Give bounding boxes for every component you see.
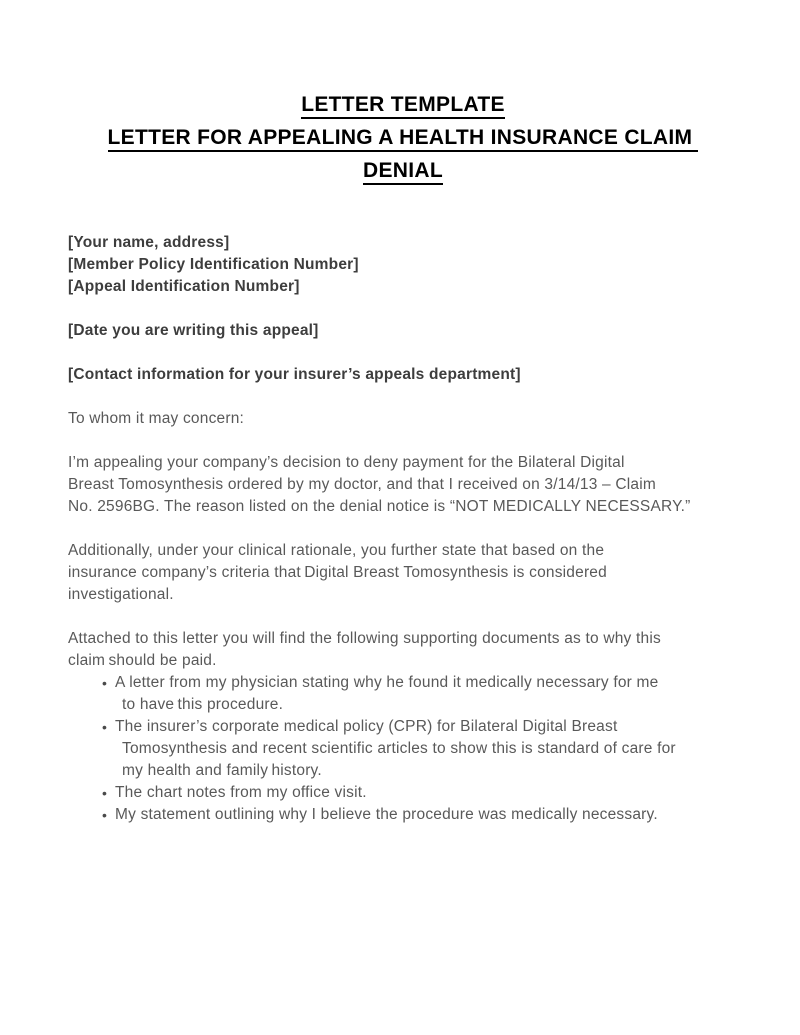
bullet-text — [115, 782, 738, 804]
salutation: To whom it may concern: — [68, 410, 245, 427]
bullet-icon: • — [102, 785, 107, 801]
address-line-appeal-id: [Appeal Identification Number] — [68, 278, 300, 295]
bullet-line: My statement outlining why I believe the procedure was medically necessary. — [115, 806, 658, 823]
title-line-3-text: DENIAL — [363, 159, 443, 185]
title-line-2-text: LETTER FOR APPEALING A HEALTH INSURANCE CLAIM — [108, 126, 699, 152]
contact-block — [68, 364, 738, 386]
list-item-medical-policy — [68, 716, 738, 782]
address-line-member-policy: [Member Policy Identification Number] — [68, 256, 359, 273]
bullet-text — [115, 804, 738, 826]
list-item-physician-letter — [68, 672, 738, 716]
bullet-text — [115, 672, 738, 716]
paragraph-attachments-line-2: claim should be paid. — [68, 652, 217, 669]
contact-line: [Contact information for your insurer’s appeals department] — [68, 366, 521, 383]
title-line-1 — [68, 88, 738, 121]
bullet-icon: • — [102, 807, 107, 823]
paragraph-appeal-line-1: I’m appealing your company’s decision to deny payment for the Bilateral Digital — [68, 454, 625, 471]
paragraph-attachments — [68, 628, 738, 672]
title-line-2 — [68, 121, 738, 154]
bullet-line: my health and family history. — [122, 762, 322, 779]
address-line-name: [Your name, address] — [68, 234, 230, 251]
supporting-documents-list — [68, 672, 738, 826]
paragraph-appeal-line-3: No. 2596BG. The reason listed on the denial notice is “NOT MEDICALLY NECESSARY.” — [68, 498, 691, 515]
bullet-icon: • — [102, 675, 107, 691]
list-item-chart-notes — [68, 782, 738, 804]
bullet-line: The chart notes from my office visit. — [115, 784, 367, 801]
bullet-line: A letter from my physician stating why he found it medically necessary for me — [115, 674, 659, 691]
letter-title — [68, 88, 738, 187]
date-line: [Date you are writing this appeal] — [68, 322, 319, 339]
title-line-1-text: LETTER TEMPLATE — [301, 93, 505, 119]
paragraph-rationale-line-2: insurance company’s criteria that Digital Breast Tomosynthesis is considered — [68, 564, 607, 581]
date-block — [68, 320, 738, 342]
bullet-text — [115, 716, 738, 782]
bullet-line: Tomosynthesis and recent scientific articles to show this is standard of care for — [122, 740, 676, 757]
paragraph-appeal-line-2: Breast Tomosynthesis ordered by my doctor, and that I received on 3/14/13 – Claim — [68, 476, 656, 493]
paragraph-rationale — [68, 540, 738, 606]
bullet-line: The insurer’s corporate medical policy (CPR) for Bilateral Digital Breast — [115, 718, 618, 735]
paragraph-rationale-line-1: Additionally, under your clinical rationale, you further state that based on the — [68, 542, 605, 559]
paragraph-attachments-line-1: Attached to this letter you will find the following supporting documents as to why this — [68, 630, 661, 647]
salutation-block — [68, 408, 738, 430]
title-line-3 — [68, 154, 738, 187]
paragraph-appeal — [68, 452, 738, 518]
address-block — [68, 232, 738, 298]
list-item-statement — [68, 804, 738, 826]
bullet-icon: • — [102, 719, 107, 735]
bullet-line: to have this procedure. — [122, 696, 284, 713]
paragraph-rationale-line-3: investigational. — [68, 586, 174, 603]
